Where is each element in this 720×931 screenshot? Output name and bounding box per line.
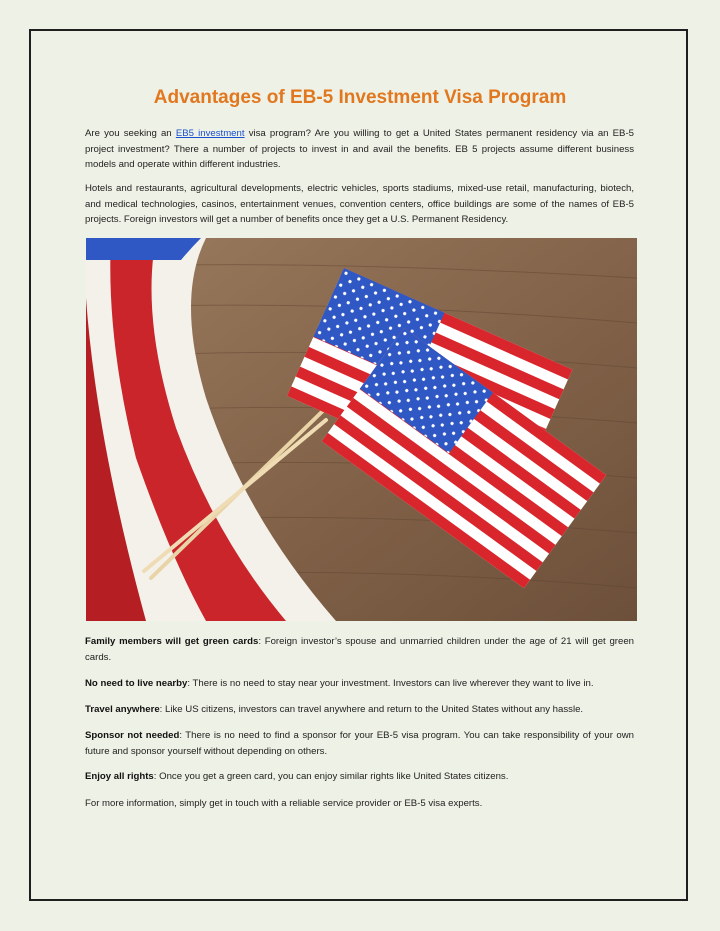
page-title: Advantages of EB-5 Investment Visa Program [153,87,567,108]
flags-illustration [86,238,637,621]
benefit-sponsor-not-needed [85,728,634,759]
eb5-investment-link[interactable]: EB5 investment [175,128,245,139]
benefit-label: Enjoy all rights [85,771,154,782]
intro-text-start: Are you seeking an [85,128,176,139]
benefit-label: Family members will get green cards [85,636,259,647]
benefit-label: Sponsor not needed [85,730,180,741]
benefit-text: : There is no need to find a sponsor for your EB-5 visa program. You can take responsibility of your own future and sponsor yourself without depending on others. [85,730,634,757]
benefit-text: : There is no need to stay near your investment. Investors can live wherever they want to live in. [187,678,594,689]
benefit-enjoy-all-rights [85,769,634,785]
industries-paragraph: Hotels and restaurants, agricultural developments, electric vehicles, sports stadiums, mixed-use retail, manufacturing, biotech, and medical technologies, casinos, entertainment venues, convention centers, office buildings are some of the names of EB-5 projects. Foreign investors will get a number of benefits once they get a U.S. Permanent Residency. [85,183,634,226]
benefit-text: : Once you get a green card, you can enjoy similar rights like United States citizens. [153,771,509,782]
benefit-no-need-to-live-nearby [85,676,634,692]
closing-paragraph: For more information, simply get in touch with a reliable service provider or EB-5 visa experts. [85,798,483,809]
benefit-family-green-cards [85,634,634,665]
benefit-label: Travel anywhere [85,704,160,715]
benefit-text: : Like US citizens, investors can travel anywhere and return to the United States without any hassle. [159,704,584,715]
benefit-travel-anywhere [85,702,634,718]
benefit-label: No need to live nearby [85,678,188,689]
intro-paragraph [85,126,634,173]
intro-text-end: visa program? Are you willing to get a United States permanent residency via an EB-5 project investment? There a number of projects to invest in and avail the benefits. EB 5 projects assume different business models and operate within different industries. [85,128,634,171]
flags-photo [86,238,637,621]
benefit-text: : Foreign investor’s spouse and unmarried children under the age of 21 will get green cards. [85,636,634,663]
